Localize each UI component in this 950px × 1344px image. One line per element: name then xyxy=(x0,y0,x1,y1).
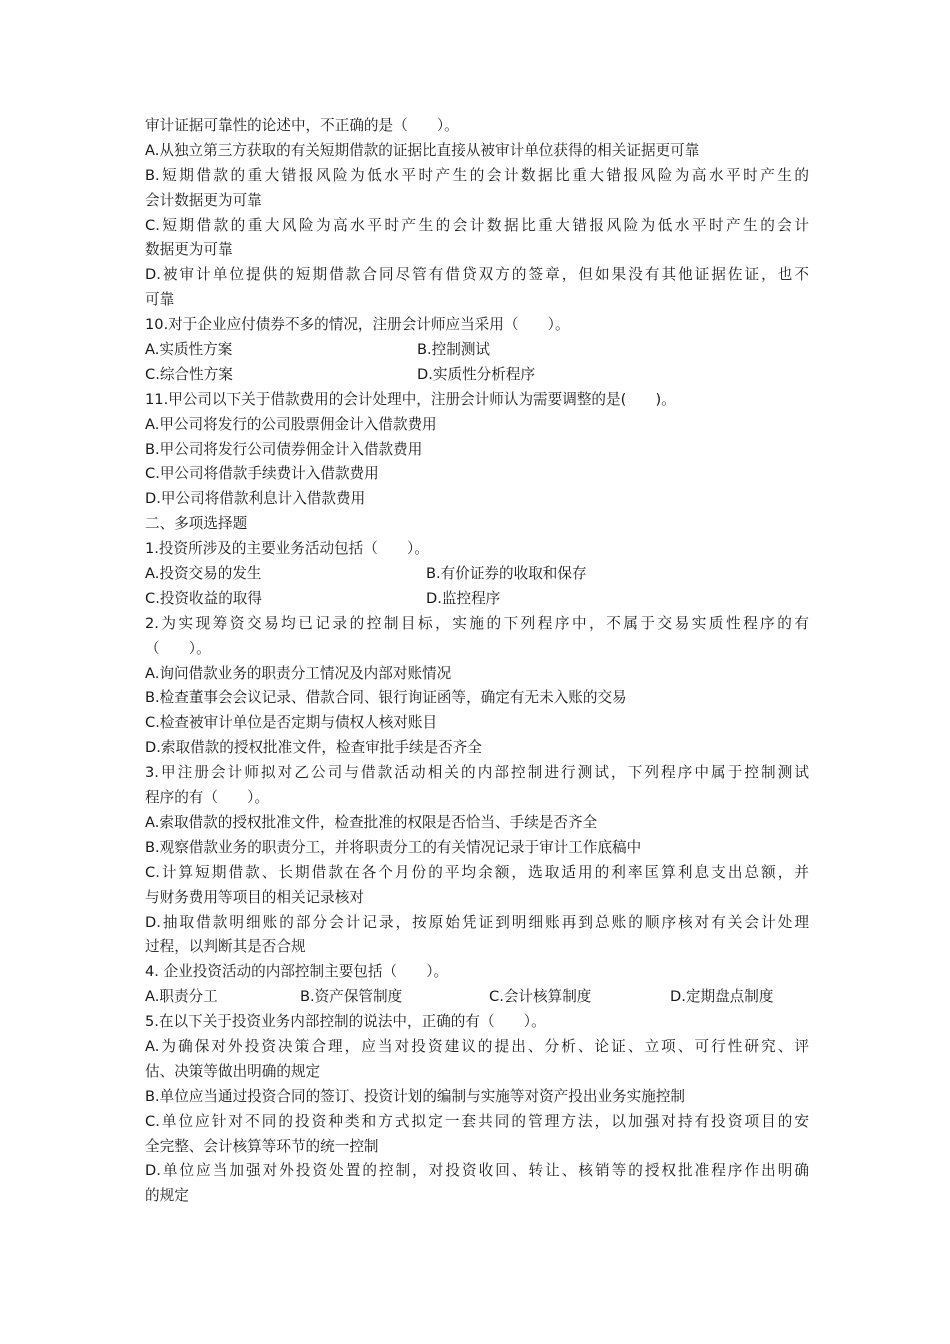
option-row xyxy=(145,587,809,612)
option-text: A.职责分工 xyxy=(145,988,218,1006)
option-row xyxy=(145,985,809,1010)
text-line: 10.对于企业应付债券不多的情况，注册会计师应当采用（ ）。 xyxy=(145,316,570,334)
text-line: 过程，以判断其是否合规 xyxy=(145,938,306,956)
text-line: B.甲公司将发行公司债券佣金计入借款费用 xyxy=(145,440,423,458)
option-text: C.会计核算制度 xyxy=(489,988,592,1006)
document-page xyxy=(145,114,809,1209)
text-line: A.索取借款的授权批准文件，检查批准的权限是否恰当、手续是否齐全 xyxy=(145,813,598,831)
text-line: 数据更为可靠 xyxy=(145,241,233,259)
text-line: 的规定 xyxy=(145,1187,189,1205)
text-line: （ ）。 xyxy=(145,639,211,657)
text-line: 2.为实现筹资交易均已记录的控制目标，实施的下列程序中，不属于交易实质性程序的有 xyxy=(145,614,809,632)
text-line: D.甲公司将借款利息计入借款费用 xyxy=(145,490,366,508)
text-line: 3.甲注册会计师拟对乙公司与借款活动相关的内部控制进行测试，下列程序中属于控制测试 xyxy=(145,764,809,782)
option-row xyxy=(145,363,809,388)
option-text: B.控制测试 xyxy=(417,341,491,359)
text-line: A.为确保对外投资决策合理，应当对投资建议的提出、分析、论证、立项、可行性研究、评 xyxy=(145,1037,809,1055)
text-line: 审计证据可靠性的论述中，不正确的是（ ）。 xyxy=(145,117,459,134)
text-line: B.观察借款业务的职责分工，并将职责分工的有关情况记录于审计工作底稿中 xyxy=(145,838,642,856)
text-line: 二、多项选择题 xyxy=(145,515,248,533)
option-row xyxy=(145,562,809,587)
text-line: 可靠 xyxy=(145,291,175,309)
option-text: D.实质性分析程序 xyxy=(417,365,536,383)
text-line: B.检查董事会会议记录、借款合同、银行询证函等，确定有无未入账的交易 xyxy=(145,689,627,707)
text-line: A.询问借款业务的职责分工情况及内部对账情况 xyxy=(145,664,452,682)
option-row xyxy=(145,338,809,363)
option-text: B.资产保管制度 xyxy=(300,988,403,1006)
text-line: C.甲公司将借款手续费计入借款费用 xyxy=(145,465,379,483)
text-line: B.单位应当通过投资合同的签订、投资计划的编制与实施等对资产投出业务实施控制 xyxy=(145,1087,686,1105)
option-text: C.综合性方案 xyxy=(145,365,233,383)
text-line: 1.投资所涉及的主要业务活动包括（ ）。 xyxy=(145,540,429,558)
text-line: B.短期借款的重大错报风险为低水平时产生的会计数据比重大错报风险为高水平时产生的 xyxy=(145,166,809,184)
option-text: A.实质性方案 xyxy=(145,341,233,359)
text-line: C.计算短期借款、长期借款在各个月份的平均余额，选取适用的利率匡算利息支出总额，并 xyxy=(145,863,809,881)
text-line: C.检查被审计单位是否定期与债权人核对账目 xyxy=(145,714,438,732)
text-line: 全完整、会计核算等环节的统一控制 xyxy=(145,1137,379,1155)
text-line: 估、决策等做出明确的规定 xyxy=(145,1062,321,1080)
text-line: 程序的有（ ）。 xyxy=(145,789,270,807)
text-line: D.索取借款的授权批准文件，检查审批手续是否齐全 xyxy=(145,739,482,757)
text-line: C.短期借款的重大风险为高水平时产生的会计数据比重大错报风险为低水平时产生的会计 xyxy=(145,216,809,234)
text-line: D.单位应当加强对外投资处置的控制，对投资收回、转让、核销等的授权批准程序作出明确 xyxy=(145,1162,809,1180)
option-text: C.投资收益的取得 xyxy=(145,589,262,607)
text-line: D.被审计单位提供的短期借款合同尽管有借贷双方的签章，但如果没有其他证据佐证，也不 xyxy=(145,266,809,284)
text-line: A.甲公司将发行的公司股票佣金计入借款费用 xyxy=(145,415,437,433)
text-line: A.从独立第三方获取的有关短期借款的证据比直接从被审计单位获得的相关证据更可靠 xyxy=(145,141,700,159)
text-line: 与财务费用等项目的相关记录核对 xyxy=(145,888,364,906)
text-line: 会计数据更为可靠 xyxy=(145,191,262,209)
text-line: C.单位应针对不同的投资种类和方式拟定一套共同的管理方法，以加强对持有投资项目的安 xyxy=(145,1112,809,1130)
text-line: 11.甲公司以下关于借款费用的会计处理中，注册会计师认为需要调整的是( )。 xyxy=(145,390,676,408)
option-text: B.有价证券的收取和保存 xyxy=(426,565,587,583)
option-text: D.定期盘点制度 xyxy=(670,988,774,1006)
text-line: 5.在以下关于投资业务内部控制的说法中，正确的有（ ）。 xyxy=(145,1013,546,1031)
text-line: 4. 企业投资活动的内部控制主要包括（ ）。 xyxy=(145,963,449,981)
option-text: A.投资交易的发生 xyxy=(145,565,262,583)
option-text: D.监控程序 xyxy=(426,589,501,607)
text-line: D.抽取借款明细账的部分会计记录，按原始凭证到明细账再到总账的顺序核对有关会计处理 xyxy=(145,913,809,931)
